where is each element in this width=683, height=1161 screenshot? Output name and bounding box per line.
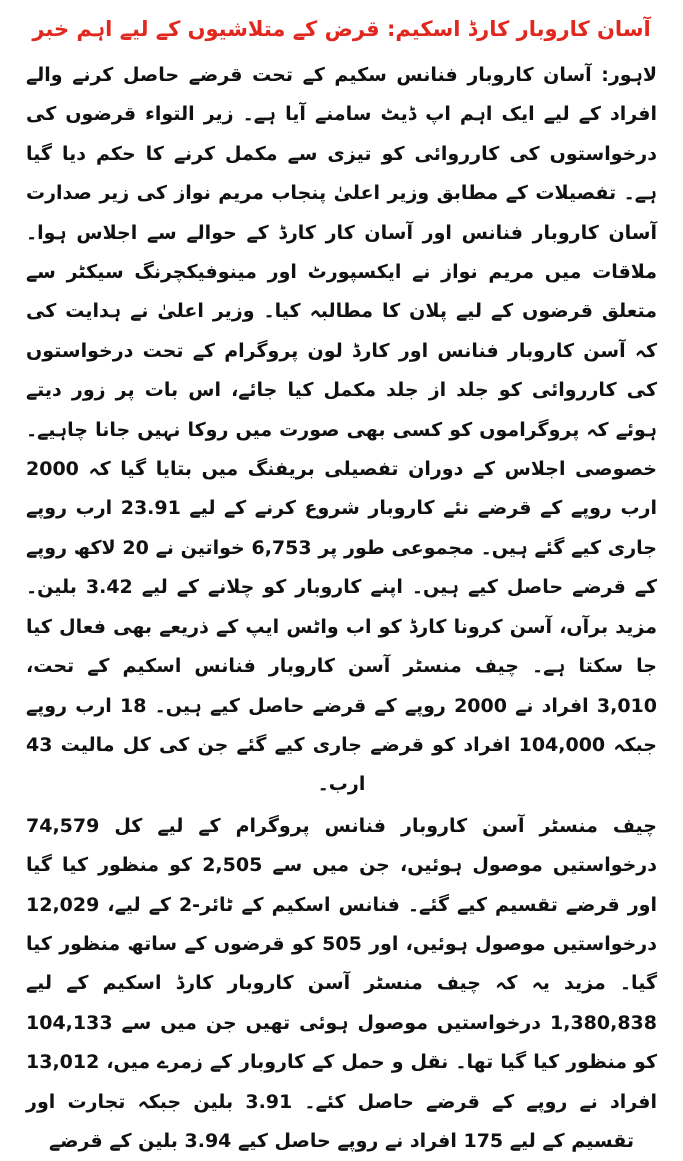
- article-paragraph-2: چیف منسٹر آسن کاروبار فنانس پروگرام کے لیے کل 74,579 درخواستیں موصول ہوئیں، جن میں سے 2,505 کو منظور کیا گیا اور قرضے تقسیم کیے گئے۔ فنانس اسکیم کے ٹائر-2 کے لیے، 12,029 درخواستیں موصول ہوئیں، اور 505 کو قرضوں کے ساتھ منظور کیا گیا۔ مزید یہ کہ چیف منسٹر آسن کاروبار کارڈ اسکیم کے لیے 1,380,838 درخواستیں موصول ہوئی تھیں جن میں سے 104,133 کو منظور کیا گیا تھا۔ نقل و حمل کے کاروبار کے زمرے میں، 13,012 افراد نے روپے کے قرضے حاصل کئے۔ 3.91 بلین جبکہ تجارت اور تقسیم کے لیے 175 افراد نے روپے حاصل کیے 3.94 بلین کے قرضے: [26, 814, 657, 1152]
- article-headline: آسان کاروبار کارڈ اسکیم: قرض کے متلاشیوں کے لیے اہم خبر: [32, 17, 651, 41]
- article-paragraph-1: لاہور: آسان کاروبار فنانس سکیم کے تحت قرضے حاصل کرنے والے افراد کے لیے ایک اہم اپ ڈیٹ سامنے آیا ہے۔ زیر التواء قرضوں کی درخواستوں کی کارروائی کو تیزی سے مکمل کرنے کا حکم دیا گیا ہے۔ تفصیلات کے مطابق وزیر اعلیٰ پنجاب مریم نواز کی زیر صدارت آسان کاروبار فنانس اور آسان کار کارڈ کے حوالے سے اجلاس ہوا۔ ملاقات میں مریم نواز نے ایکسپورٹ اور مینوفیکچرنگ سیکٹر سے متعلق قرضوں کے لیے پلان کا مطالبہ کیا۔ وزیر اعلیٰ نے ہدایت کی کہ آسن کاروبار فنانس اور کارڈ لون پروگرام کے تحت درخواستوں کی کارروائی کو جلد از جلد مکمل کیا جائے، اس بات پر زور دیتے ہوئے کہ پروگراموں کو کسی بھی صورت میں روکا نہیں جانا چاہیے۔ خصوصی اجلاس کے دوران تفصیلی بریفنگ میں بتایا گیا کہ 2000 ارب روپے کے قرضے نئے کاروبار شروع کرنے کے لیے 23.91 ارب روپے جاری کیے گئے ہیں۔ مجموعی طور پر 6,753 خواتین نے 20 لاکھ روپے کے قرضے حاصل کیے ہیں۔ اپنے کاروبار کو چلانے کے لیے 3.42 بلین۔ مزید برآں، آسن کرونا کارڈ کو اب واٹس ایپ کے ذریعے بھی فعال کیا جا سکتا ہے۔ چیف منسٹر آسن کاروبار فنانس اسکیم کے تحت، 3,010 افراد نے 2000 روپے کے قرضے حاصل کیے ہیں۔ 18 ارب روپے جبکہ 104,000 افراد کو قرضے جاری کیے گئے جن کی کل مالیت 43 ارب۔: [26, 64, 658, 796]
